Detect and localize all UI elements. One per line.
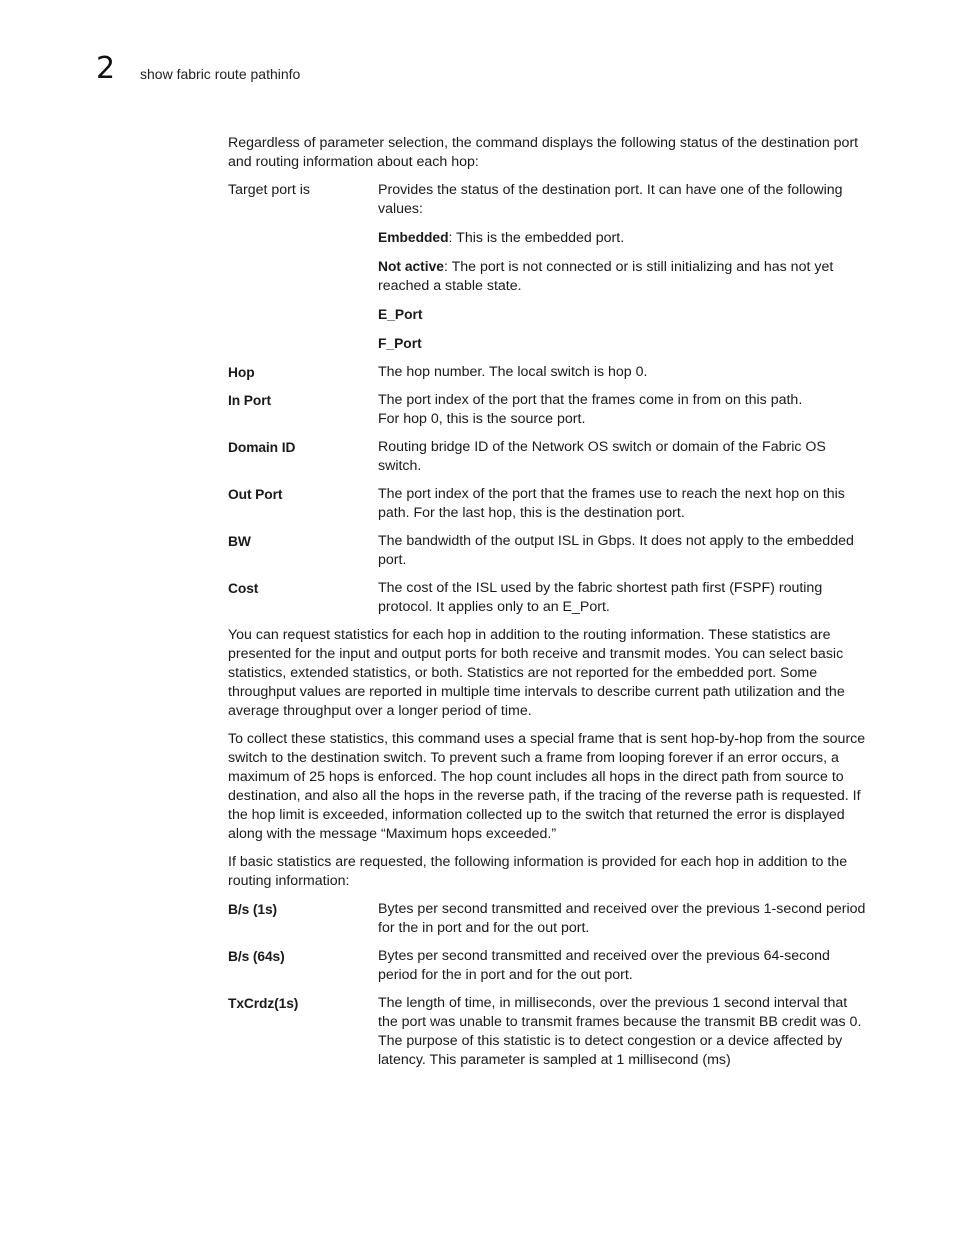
definition-term: B/s (1s): [228, 902, 278, 917]
definition-description: Bytes per second transmitted and received over the previous 1-second period for the in port and for the out port.: [378, 901, 866, 936]
stat-txcrdz-1s: [228, 994, 870, 1070]
value-e-port: [378, 305, 870, 325]
definition-target-port: [228, 181, 870, 354]
running-title: show fabric route pathinfo: [140, 66, 301, 82]
definition-term: Out Port: [228, 487, 283, 502]
value-f-port: [378, 334, 870, 354]
definition-term: Domain ID: [228, 440, 296, 455]
definition-description: Bytes per second transmitted and received over the previous 64-second period for the in port and for the out port.: [378, 948, 830, 983]
definition-term: Target port is: [228, 182, 311, 198]
value-embedded: [378, 228, 870, 248]
definition-term: B/s (64s): [228, 949, 285, 964]
definition-domain-id: [228, 438, 870, 476]
definition-description: [378, 579, 870, 617]
document-body: [228, 134, 870, 1079]
value-text: : This is the embedded port.: [448, 230, 625, 246]
intro-paragraph: Regardless of parameter selection, the command displays the following status of the destination port and routing information about each hop:: [228, 135, 859, 170]
definition-description: [378, 363, 870, 382]
description-line: For hop 0, this is the source port.: [378, 411, 586, 427]
definition-in-port: [228, 391, 870, 429]
definition-description: [378, 438, 870, 476]
description-line: The bandwidth of the output ISL in Gbps. It does not apply to the embedded port.: [378, 533, 854, 568]
value-name: E_Port: [378, 307, 423, 322]
value-text: : The port is not connected or is still initializing and has not yet reached a stable state.: [378, 259, 834, 294]
definition-description: [378, 532, 870, 570]
definition-bw: [228, 532, 870, 570]
chapter-number: 2: [96, 51, 116, 86]
definition-term: Cost: [228, 581, 259, 596]
definition-description: [378, 181, 870, 354]
definition-description: The length of time, in milliseconds, over the previous 1 second interval that the port was unable to transmit frames because the transmit BB credit was 0. The purpose of this statistic is to detect congestion or a device affected by latency. This parameter is sampled at 1 millisecond (ms): [378, 995, 862, 1068]
definition-term: Hop: [228, 365, 255, 380]
description-line: The port index of the port that the frames use to reach the next hop on this path. For the last hop, this is the destination port.: [378, 486, 845, 521]
description-line: Routing bridge ID of the Network OS switch or domain of the Fabric OS switch.: [378, 439, 826, 474]
definition-out-port: [228, 485, 870, 523]
stat-bps-64s: [228, 947, 870, 985]
description-line: The port index of the port that the frames come in from on this path.: [378, 392, 803, 408]
value-not-active: [378, 257, 870, 296]
definition-term: BW: [228, 534, 251, 549]
definition-hop: [228, 363, 870, 382]
body-paragraph: You can request statistics for each hop in addition to the routing information. These statistics are presented for the input and output ports for both receive and transmit modes. You can select basic statistics, extended statistics, or both. Statistics are not reported for the embedded port. Some throughput values are reported in multiple time intervals to describe current path utilization and the average throughput over a longer period of time.: [228, 627, 845, 719]
value-name: F_Port: [378, 336, 422, 351]
definition-term: In Port: [228, 393, 271, 408]
definition-cost: [228, 579, 870, 617]
definition-term: TxCrdz(1s): [228, 996, 299, 1011]
definition-description: [378, 391, 870, 429]
body-paragraph: To collect these statistics, this command uses a special frame that is sent hop-by-hop from the source switch to the destination switch. To prevent such a frame from looping forever if an error occurs, a maximum of 25 hops is enforced. The hop count includes all hops in the direct path from source to destination, and also all the hops in the reverse path, if the tracing of the reverse path is requested. If the hop limit is exceeded, information collected up to the switch that returned the error is displayed along with the message “Maximum hops exceeded.”: [228, 731, 866, 842]
value-name: Embedded: [378, 230, 449, 245]
body-paragraph: If basic statistics are requested, the following information is provided for each hop in addition to the routing information:: [228, 854, 848, 889]
description-line: The hop number. The local switch is hop 0.: [378, 364, 648, 380]
description-line: The cost of the ISL used by the fabric shortest path first (FSPF) routing protocol. It applies only to an E_Port.: [378, 580, 823, 615]
value-name: Not active: [378, 259, 444, 274]
stat-bps-1s: [228, 900, 870, 938]
definition-description: [378, 485, 870, 523]
target-port-description: Provides the status of the destination port. It can have one of the following values:: [378, 182, 843, 217]
